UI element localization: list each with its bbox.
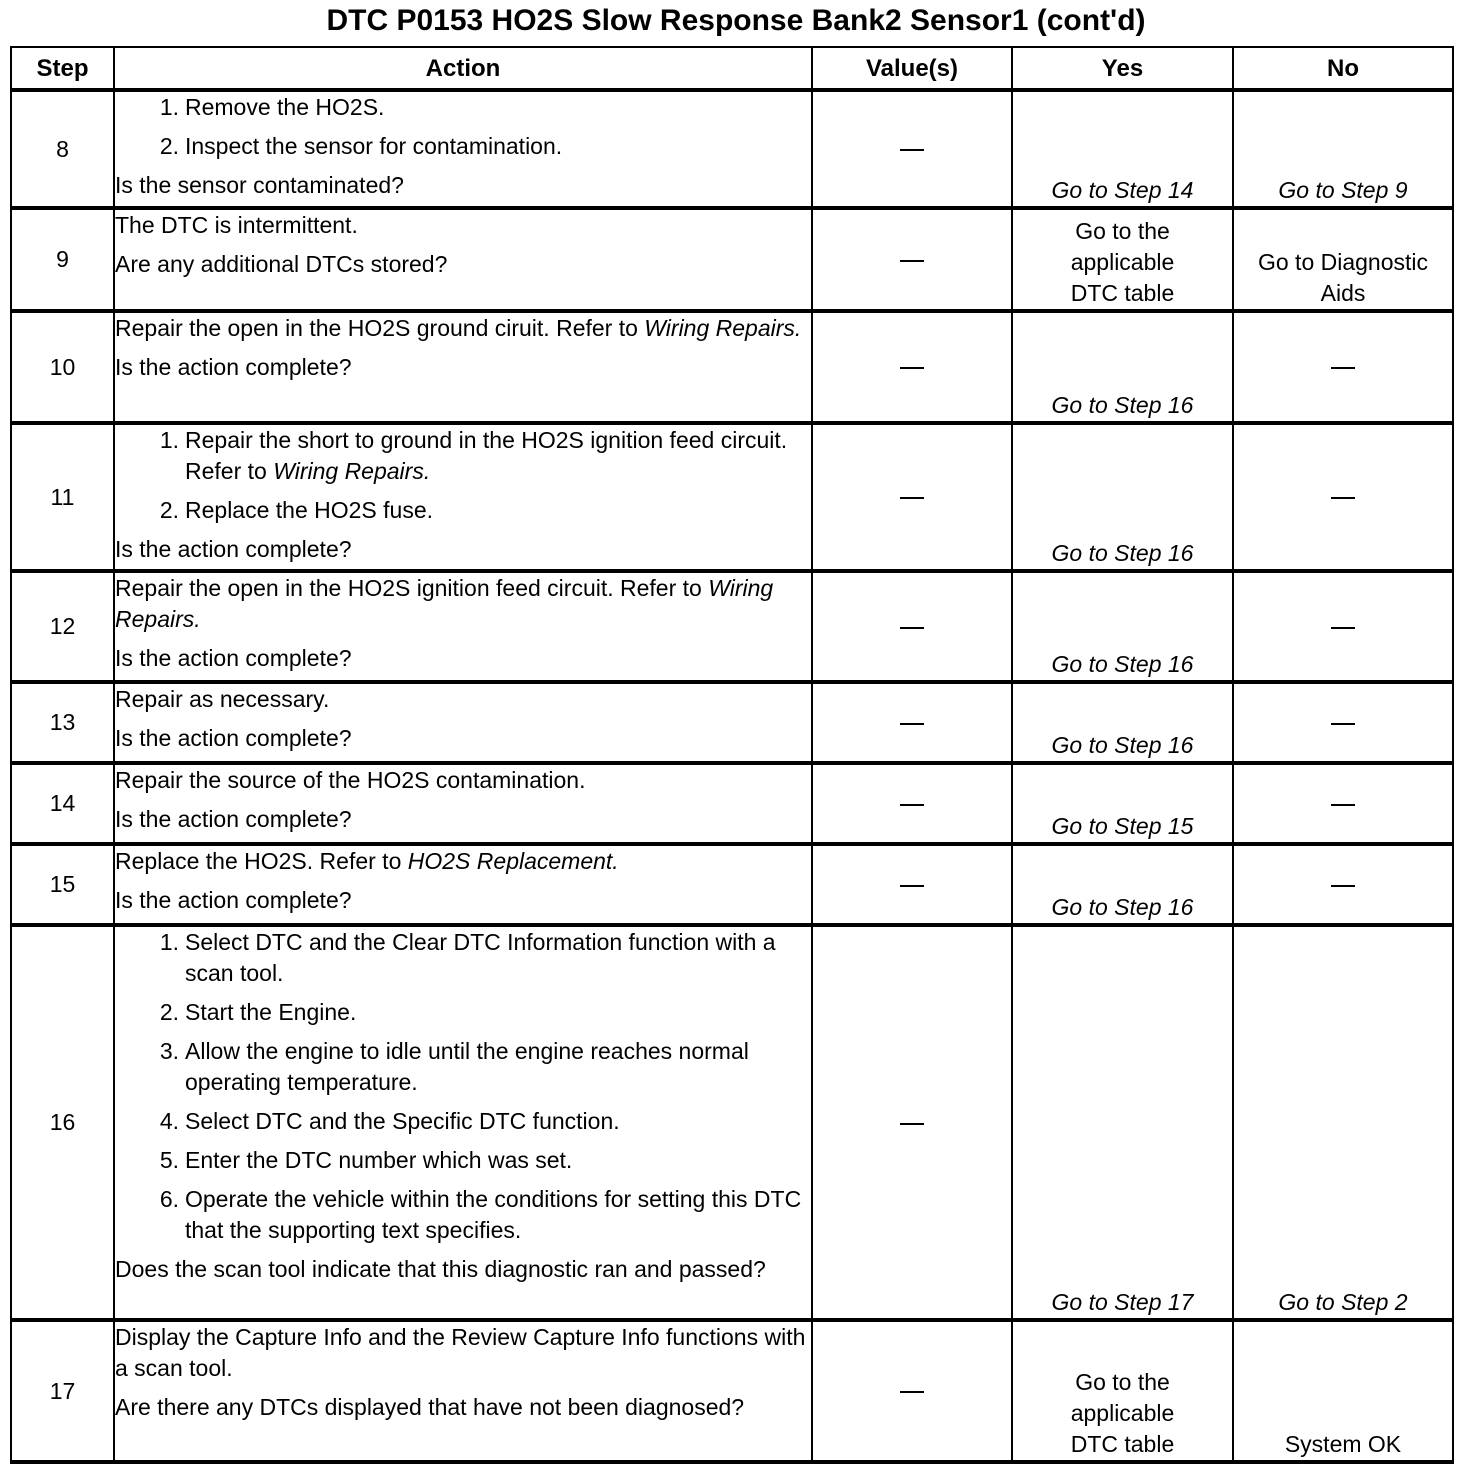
action-cell: Repair as necessary. Is the action complete?	[114, 682, 812, 763]
value-cell	[812, 208, 1012, 311]
dash-icon	[900, 804, 924, 806]
question: Are there any DTCs displayed that have not been diagnosed?	[115, 1394, 745, 1420]
yes-cell: Go to Step 16	[1012, 423, 1233, 571]
header-no: No	[1233, 47, 1453, 90]
question: Is the action complete?	[115, 536, 352, 562]
yes-cell: Go to Step 15	[1012, 763, 1233, 844]
action-cell	[114, 90, 812, 208]
value-cell	[812, 844, 1012, 925]
action-cell	[114, 423, 812, 571]
value-cell	[812, 925, 1012, 1320]
table-row	[11, 844, 1453, 925]
question: Is the action complete?	[115, 725, 352, 751]
step-number: 9	[11, 208, 114, 311]
table-row	[11, 311, 1453, 423]
action-cell	[114, 925, 812, 1320]
value-cell	[812, 682, 1012, 763]
dash-icon	[900, 260, 924, 262]
step-number: 17	[11, 1320, 114, 1462]
reference-link: Wiring Repairs.	[273, 458, 431, 484]
yes-cell: Go to the applicable DTC table	[1012, 208, 1233, 311]
step-number: 12	[11, 571, 114, 682]
step-number: 8	[11, 90, 114, 208]
dash-icon	[1331, 367, 1355, 369]
action-cell: The DTC is intermittent. Are any additional DTCs stored?	[114, 208, 812, 311]
table-row	[11, 925, 1453, 1320]
yes-cell: Go to Step 16	[1012, 571, 1233, 682]
yes-cell: Go to Step 16	[1012, 844, 1233, 925]
step-number: 10	[11, 311, 114, 423]
yes-cell: Go to the applicable DTC table	[1012, 1320, 1233, 1462]
question: Is the action complete?	[115, 887, 352, 913]
action-cell: Repair the source of the HO2S contamination. Is the action complete?	[114, 763, 812, 844]
no-cell	[1233, 844, 1453, 925]
step-number: 16	[11, 925, 114, 1320]
value-cell	[812, 763, 1012, 844]
yes-cell: Go to Step 14	[1012, 90, 1233, 208]
value-cell	[812, 423, 1012, 571]
step-number: 15	[11, 844, 114, 925]
no-cell	[1233, 763, 1453, 844]
value-cell	[812, 311, 1012, 423]
reference-link: Wiring Repairs.	[644, 315, 802, 341]
dash-icon	[900, 1391, 924, 1393]
dash-icon	[900, 1123, 924, 1125]
action-cell: Repair the open in the HO2S ground ciruit. Refer to Wiring Repairs. Is the action complete?	[114, 311, 812, 423]
header-action: Action	[114, 47, 812, 90]
question: Is the sensor contaminated?	[115, 172, 404, 198]
value-cell	[812, 90, 1012, 208]
dash-icon	[900, 149, 924, 151]
list-item: 3. Allow the engine to idle until the engine reaches normal operating temperature.	[159, 1038, 749, 1095]
list-item: 2. Start the Engine.	[159, 999, 357, 1025]
table-row	[11, 90, 1453, 208]
table-row	[11, 1320, 1453, 1462]
no-cell	[1233, 311, 1453, 423]
header-step: Step	[11, 47, 114, 90]
list-item: 2. Inspect the sensor for contamination.	[159, 133, 563, 159]
question: Is the action complete?	[115, 645, 352, 671]
step-number: 11	[11, 423, 114, 571]
no-cell	[1233, 682, 1453, 763]
header-values: Value(s)	[812, 47, 1012, 90]
dash-icon	[1331, 497, 1355, 499]
list-item: 1. Select DTC and the Clear DTC Information function with a scan tool.	[159, 929, 776, 986]
no-cell	[1233, 423, 1453, 571]
value-cell	[812, 571, 1012, 682]
dash-icon	[900, 627, 924, 629]
header-yes: Yes	[1012, 47, 1233, 90]
reference-link: Wiring Repairs.	[115, 575, 774, 632]
question: Does the scan tool indicate that this diagnostic ran and passed?	[115, 1256, 766, 1282]
dash-icon	[1331, 627, 1355, 629]
question: Is the action complete?	[115, 806, 352, 832]
table-row	[11, 423, 1453, 571]
dash-icon	[1331, 723, 1355, 725]
dash-icon	[1331, 804, 1355, 806]
list-item: 6. Operate the vehicle within the conditions for setting this DTC that the supporting text specifies.	[159, 1186, 802, 1243]
table-row	[11, 208, 1453, 311]
list-item: 2. Replace the HO2S fuse.	[159, 497, 434, 523]
step-number: 13	[11, 682, 114, 763]
no-cell: System OK	[1233, 1320, 1453, 1462]
dash-icon	[900, 723, 924, 725]
step-number: 14	[11, 763, 114, 844]
no-cell: Go to Step 9	[1233, 90, 1453, 208]
list-item: 4. Select DTC and the Specific DTC function.	[159, 1108, 620, 1134]
value-cell	[812, 1320, 1012, 1462]
dash-icon	[900, 367, 924, 369]
yes-cell: Go to Step 17	[1012, 925, 1233, 1320]
yes-cell: Go to Step 16	[1012, 682, 1233, 763]
list-item: 1. Remove the HO2S.	[159, 94, 385, 120]
no-cell: Go to Diagnostic Aids	[1233, 208, 1453, 311]
yes-cell: Go to Step 16	[1012, 311, 1233, 423]
action-cell: Repair the open in the HO2S ignition feed circuit. Refer to Wiring Repairs. Is the action complete?	[114, 571, 812, 682]
no-cell: Go to Step 2	[1233, 925, 1453, 1320]
table-row	[11, 682, 1453, 763]
action-cell: Replace the HO2S. Refer to HO2S Replacement. Is the action complete?	[114, 844, 812, 925]
diagnostic-table	[10, 46, 1454, 1464]
reference-link: HO2S Replacement.	[407, 848, 619, 874]
no-cell	[1233, 571, 1453, 682]
page-title: DTC P0153 HO2S Slow Response Bank2 Sensor1 (cont'd)	[326, 4, 1146, 37]
header-row	[11, 47, 1453, 90]
table-row	[11, 763, 1453, 844]
question: Is the action complete?	[115, 354, 352, 380]
action-cell: Display the Capture Info and the Review Capture Info functions with a scan tool. Are there any DTCs displayed that have not been diagnosed?	[114, 1320, 812, 1462]
dash-icon	[1331, 885, 1355, 887]
table-row	[11, 571, 1453, 682]
dash-icon	[900, 497, 924, 499]
list-item: 1. Repair the short to ground in the HO2S ignition feed circuit. Refer to Wiring Repairs.	[159, 427, 788, 484]
dash-icon	[900, 885, 924, 887]
question: Are any additional DTCs stored?	[115, 251, 448, 277]
list-item: 5. Enter the DTC number which was set.	[159, 1147, 573, 1173]
